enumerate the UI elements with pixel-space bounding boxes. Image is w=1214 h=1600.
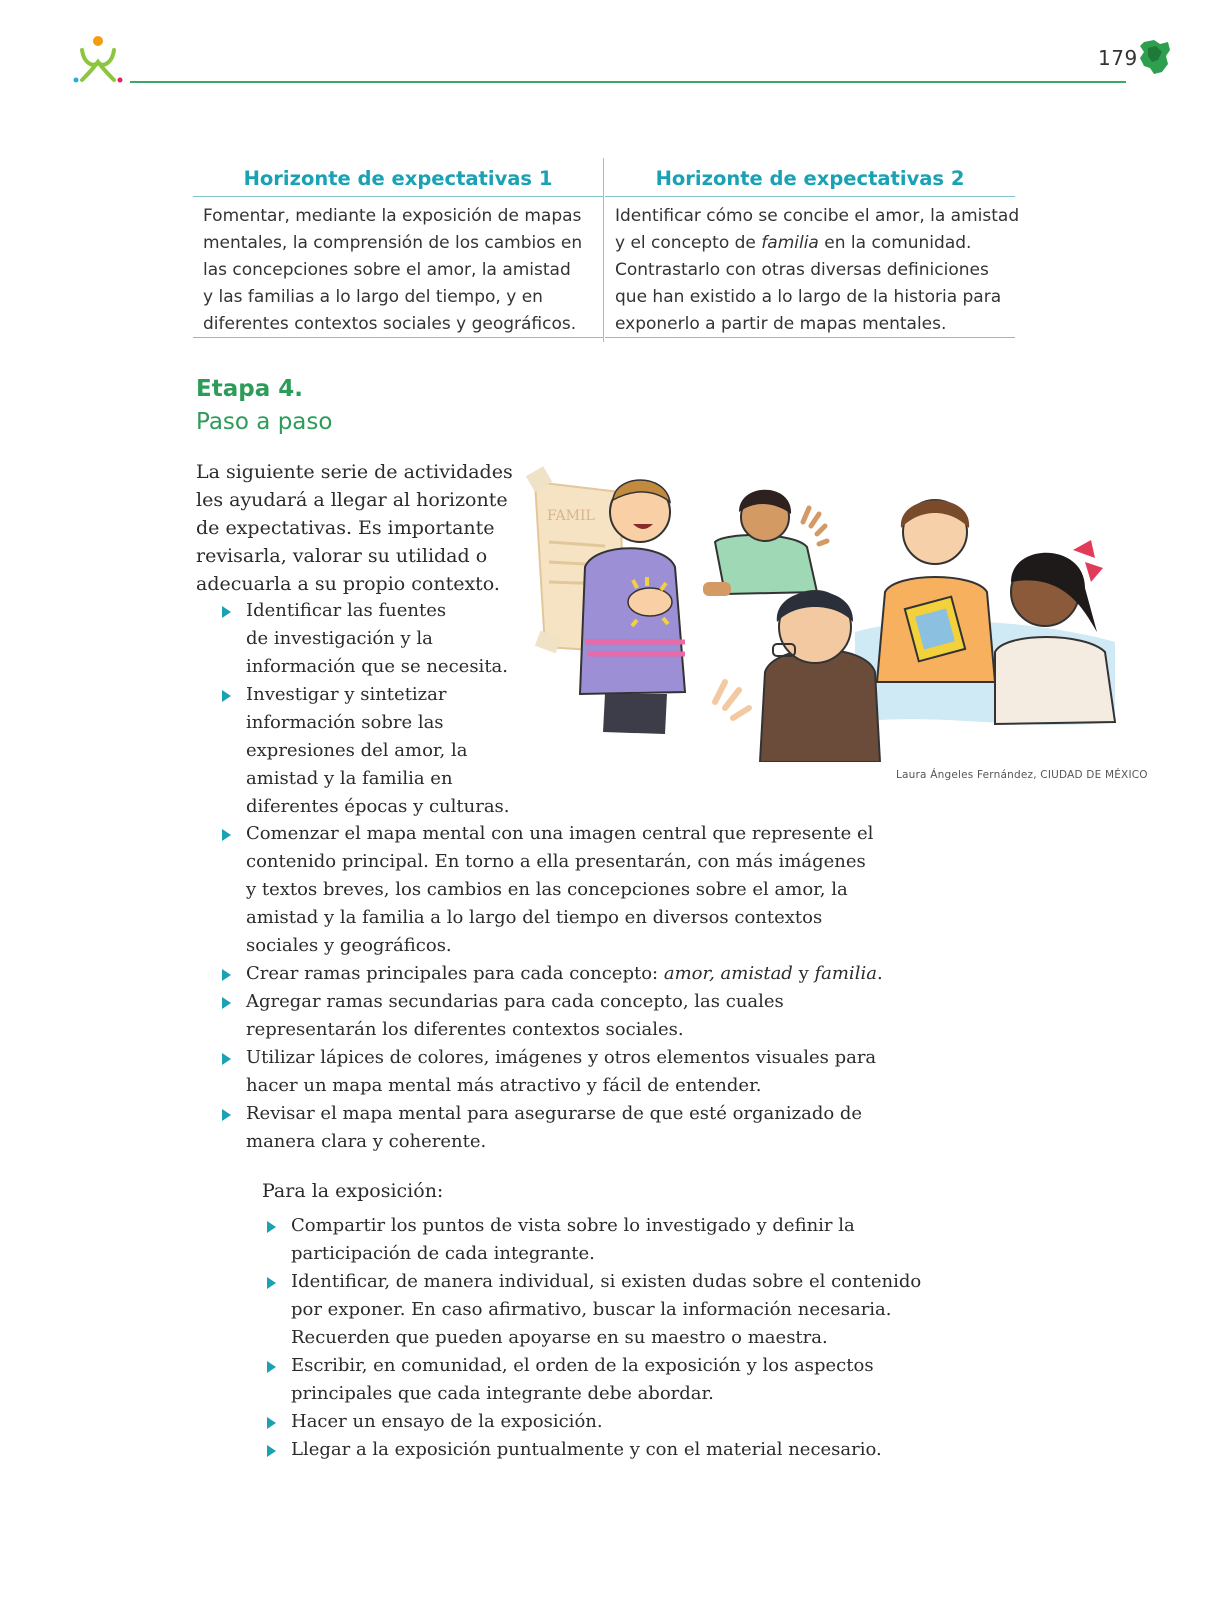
expectations-1-line: Fomentar, mediante la exposición de mapas [203,206,582,226]
list-item-line: diferentes épocas y culturas. [246,796,510,817]
poster-text: FAMIL [547,508,595,524]
triangle-bullet-icon [267,1445,276,1457]
stage-title: Etapa 4. [196,376,303,402]
list-item-line: participación de cada integrante. [291,1243,595,1264]
list-item-line: sociales y geográficos. [246,935,452,956]
exposition-list [267,1212,947,1464]
list-item-line: por exponer. En caso afirmativo, buscar la información necesaria. [291,1299,892,1320]
step-emphasis: familia [814,963,877,984]
step-fragment: y [792,963,815,984]
list-item [222,988,862,1044]
list-item-line: información sobre las [246,712,444,733]
intro-line: de expectativas. Es importante [196,517,495,539]
list-item-line: Investigar y sintetizar [246,684,447,705]
list-item-line: y textos breves, los cambios en las concepciones sobre el amor, la [246,879,848,900]
boy-with-glasses [715,591,880,762]
page-number: 179 [1098,46,1138,70]
list-item [222,820,874,960]
expectations-1-line: diferentes contextos sociales y geográficos. [203,314,577,334]
expectations-1-title: Horizonte de expectativas 1 [193,158,603,197]
list-item [222,960,883,988]
step-fragment: Crear ramas principales para cada concepto: [246,963,664,984]
list-item-line: amistad y la familia a lo largo del tiempo en diversos contextos [246,907,823,928]
triangle-bullet-icon [222,1109,231,1121]
triangle-bullet-icon [222,1053,231,1065]
list-item-line: Identificar las fuentes [246,600,447,621]
triangle-bullet-icon [267,1221,276,1233]
steps-list-short [222,597,522,821]
list-item [222,1044,877,1100]
triangle-bullet-icon [222,997,231,1009]
expectations-2-title: Horizonte de expectativas 2 [605,158,1015,197]
list-item-line: Agregar ramas secundarias para cada concepto, las cuales [246,991,784,1012]
expectations-2-emphasis: familia [761,233,819,253]
illustration-credit: Laura Ángeles Fernández, CIUDAD DE MÉXICO [896,769,1148,781]
list-item-line: información que se necesita. [246,656,509,677]
list-item [222,681,522,821]
expectations-2-fragment: y el concepto de [615,233,762,253]
triangle-bullet-icon [267,1361,276,1373]
triangle-bullet-icon [267,1277,276,1289]
intro-line: les ayudará a llegar al horizonte [196,489,508,511]
expectations-2-line: Contrastarlo con otras diversas definiciones [615,260,989,280]
table-divider [603,158,604,342]
list-item [267,1408,947,1436]
expectations-1-line: las concepciones sobre el amor, la amistad [203,260,571,280]
list-item-line: Compartir los puntos de vista sobre lo investigado y definir la [291,1215,855,1236]
list-item [267,1268,947,1352]
expectations-2-line: exponerlo a partir de mapas mentales. [615,314,947,334]
intro-line: adecuarla a su propio contexto. [196,573,500,595]
list-item-line: principales que cada integrante debe abordar. [291,1383,714,1404]
list-item-line: Identificar, de manera individual, si existen dudas sobre el contenido [291,1271,922,1292]
exposition-title: Para la exposición: [262,1180,444,1202]
triangle-bullet-icon [222,606,231,618]
list-item-line: Comenzar el mapa mental con una imagen central que represente el [246,823,874,844]
expectations-column-1 [193,158,603,338]
steps-list-long [222,820,883,1156]
waving-girl [703,490,827,596]
list-item [222,1100,862,1156]
expectations-2-text [605,197,1020,338]
expectations-1-line: mentales, la comprensión de los cambios en [203,233,583,253]
stage-subtitle: Paso a paso [196,409,333,435]
list-item-line: de investigación y la [246,628,433,649]
intro-line: revisarla, valorar su utilidad o [196,545,488,567]
step-fragment: . [876,963,883,984]
expectations-2-line: que han existido a lo largo de la historia para [615,287,1002,307]
step-emphasis: amor, amistad [663,963,793,984]
list-item-line: Utilizar lápices de colores, imágenes y otros elementos visuales para [246,1047,877,1068]
intro-paragraph [196,458,516,598]
flower-person-logo-icon [72,34,124,84]
header-rule [130,81,1126,83]
intro-line: La siguiente serie de actividades [196,461,513,483]
list-item-line: representarán los diferentes contextos sociales. [246,1019,684,1040]
boy-with-photo [877,500,995,682]
list-item [267,1212,947,1268]
list-item [267,1352,947,1408]
list-item-line: Revisar el mapa mental para asegurarse de que esté organizado de [246,1103,863,1124]
students-illustration [525,462,1125,762]
list-item-line [246,960,883,988]
list-item-line: Hacer un ensayo de la exposición. [291,1411,603,1432]
list-item-line: hacer un mapa mental más atractivo y fácil de entender. [246,1075,762,1096]
list-item-line: Escribir, en comunidad, el orden de la exposición y los aspectos [291,1355,874,1376]
expectations-2-line: Identificar cómo se concibe el amor, la amistad [615,206,1020,226]
triangle-bullet-icon [222,969,231,981]
list-item [222,597,522,681]
green-map-icon [1138,38,1172,76]
list-item-line: expresiones del amor, la [246,740,468,761]
list-item-line: amistad y la familia en [246,768,453,789]
list-item-line: Recuerden que pueden apoyarse en su maestro o maestra. [291,1327,828,1348]
expectations-2-line [615,230,1005,257]
expectations-2-fragment: en la comunidad. [818,233,972,253]
list-item-line: manera clara y coherente. [246,1131,487,1152]
list-item-line: contenido principal. En torno a ella presentarán, con más imágenes [246,851,866,872]
expectations-column-2 [605,158,1020,338]
list-item-line: Llegar a la exposición puntualmente y con el material necesario. [291,1439,882,1460]
expectations-1-text [193,197,603,338]
expectations-1-line: y las familias a lo largo del tiempo, y en [203,287,543,307]
triangle-bullet-icon [222,829,231,841]
list-item [267,1436,947,1464]
triangle-bullet-icon [222,690,231,702]
triangle-bullet-icon [267,1417,276,1429]
